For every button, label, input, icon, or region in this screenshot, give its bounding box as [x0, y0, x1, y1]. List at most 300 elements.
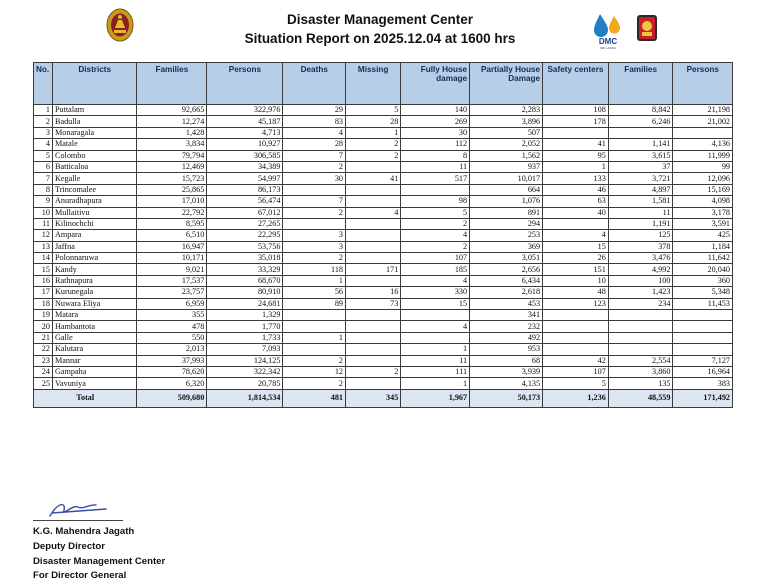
table-cell — [543, 332, 609, 343]
table-row — [34, 127, 733, 138]
table-cell: 123 — [543, 298, 609, 309]
table-cell: 100 — [608, 275, 673, 286]
table-cell: 1 — [543, 161, 609, 172]
table-cell: 6,320 — [137, 378, 207, 389]
total-cell: 345 — [346, 389, 401, 407]
district-name: Hambantota — [52, 321, 136, 332]
table-cell: 10 — [543, 275, 609, 286]
table-cell: 1,423 — [608, 287, 673, 298]
table-cell: 6,246 — [608, 116, 673, 127]
table-cell: 2,618 — [470, 287, 543, 298]
table-cell: 1 — [346, 127, 401, 138]
table-cell: 4 — [543, 230, 609, 241]
table-cell: 16,947 — [137, 241, 207, 252]
table-cell: 12,469 — [137, 161, 207, 172]
table-row — [34, 332, 733, 343]
table-cell: 4,098 — [673, 196, 733, 207]
table-cell: 2,052 — [470, 139, 543, 150]
table-cell: 1,329 — [207, 310, 283, 321]
district-name: Kalutara — [52, 344, 136, 355]
table-cell: 2 — [283, 161, 346, 172]
table-cell: 8 — [401, 150, 470, 161]
table-cell: 4 — [401, 230, 470, 241]
signer-name: K.G. Mahendra Jagath — [33, 526, 135, 537]
table-cell: 9,021 — [137, 264, 207, 275]
table-cell: 1,562 — [470, 150, 543, 161]
total-row — [34, 389, 733, 407]
table-cell: 3,051 — [470, 253, 543, 264]
district-name: Galle — [52, 332, 136, 343]
table-cell: 45,187 — [207, 116, 283, 127]
total-cell: 509,680 — [137, 389, 207, 407]
table-cell: 68 — [470, 355, 543, 366]
table-cell — [346, 275, 401, 286]
table-row — [34, 196, 733, 207]
table-cell — [608, 332, 673, 343]
table-cell — [673, 310, 733, 321]
district-name: Matale — [52, 139, 136, 150]
table-cell: 306,585 — [207, 150, 283, 161]
table-cell — [346, 161, 401, 172]
table-cell: 23,757 — [137, 287, 207, 298]
table-cell: 95 — [543, 150, 609, 161]
table-cell: 33,329 — [207, 264, 283, 275]
table-cell: 1,184 — [673, 241, 733, 252]
table-cell: 3,178 — [673, 207, 733, 218]
sri-lanka-emblem-icon — [106, 8, 134, 42]
table-cell: 4,897 — [608, 184, 673, 195]
table-cell: 2 — [283, 355, 346, 366]
district-name: Jaffna — [52, 241, 136, 252]
table-cell: 125 — [608, 230, 673, 241]
row-number: 17 — [34, 287, 53, 298]
table-row — [34, 105, 733, 116]
table-cell: 7,127 — [673, 355, 733, 366]
row-number: 18 — [34, 298, 53, 309]
table-cell: 507 — [470, 127, 543, 138]
table-cell: 5,348 — [673, 287, 733, 298]
table-cell: 30 — [283, 173, 346, 184]
district-name: Gampaha — [52, 366, 136, 377]
table-cell: 2 — [346, 366, 401, 377]
table-cell: 8,595 — [137, 218, 207, 229]
table-cell: 30 — [401, 127, 470, 138]
row-number: 5 — [34, 150, 53, 161]
table-cell: 21,198 — [673, 105, 733, 116]
table-cell: 891 — [470, 207, 543, 218]
table-cell: 360 — [673, 275, 733, 286]
table-cell: 16 — [346, 287, 401, 298]
total-cell: 1,967 — [401, 389, 470, 407]
district-name: Colombo — [52, 150, 136, 161]
table-cell: 27,265 — [207, 218, 283, 229]
row-number: 20 — [34, 321, 53, 332]
signer-on-behalf: For Director General — [33, 570, 127, 581]
table-cell: 78,620 — [137, 366, 207, 377]
table-cell — [346, 230, 401, 241]
table-cell: 2,554 — [608, 355, 673, 366]
table-cell — [346, 184, 401, 195]
table-cell: 1,428 — [137, 127, 207, 138]
row-number: 12 — [34, 230, 53, 241]
table-cell: 118 — [283, 264, 346, 275]
table-cell: 3,591 — [673, 218, 733, 229]
table-cell: 98 — [401, 196, 470, 207]
table-cell: 294 — [470, 218, 543, 229]
table-cell: 1,191 — [608, 218, 673, 229]
table-cell: 135 — [608, 378, 673, 389]
table-cell: 111 — [401, 366, 470, 377]
column-header: Deaths — [283, 63, 346, 105]
table-cell: 3 — [283, 241, 346, 252]
table-cell: 330 — [401, 287, 470, 298]
table-row — [34, 230, 733, 241]
table-cell: 8,842 — [608, 105, 673, 116]
table-cell: 53,756 — [207, 241, 283, 252]
report-subtitle: Situation Report on 2025.12.04 at 1600 hrs — [244, 31, 516, 46]
table-cell: 48 — [543, 287, 609, 298]
table-cell: 5 — [346, 105, 401, 116]
table-cell: 20,785 — [207, 378, 283, 389]
table-row — [34, 218, 733, 229]
table-row — [34, 321, 733, 332]
table-cell: 953 — [470, 344, 543, 355]
row-number: 19 — [34, 310, 53, 321]
table-cell — [401, 184, 470, 195]
table-cell: 63 — [543, 196, 609, 207]
table-cell: 37 — [608, 161, 673, 172]
table-cell: 478 — [137, 321, 207, 332]
table-cell: 234 — [608, 298, 673, 309]
row-number: 8 — [34, 184, 53, 195]
row-number: 23 — [34, 355, 53, 366]
table-cell: 4,136 — [673, 139, 733, 150]
table-cell: 133 — [543, 173, 609, 184]
table-cell — [283, 344, 346, 355]
table-cell — [346, 344, 401, 355]
column-header: No. — [34, 63, 53, 105]
table-cell: 40 — [543, 207, 609, 218]
table-cell: 232 — [470, 321, 543, 332]
table-cell: 341 — [470, 310, 543, 321]
table-cell: 12,096 — [673, 173, 733, 184]
signature-icon — [44, 498, 114, 520]
row-number: 13 — [34, 241, 53, 252]
district-name: Matara — [52, 310, 136, 321]
table-cell: 2 — [346, 139, 401, 150]
row-number: 22 — [34, 344, 53, 355]
table-row — [34, 298, 733, 309]
table-cell: 3,615 — [608, 150, 673, 161]
table-cell: 3,896 — [470, 116, 543, 127]
table-cell: 1 — [401, 378, 470, 389]
row-number: 11 — [34, 218, 53, 229]
column-header: Safety centers — [543, 63, 609, 105]
total-label: Total — [34, 389, 137, 407]
row-number: 25 — [34, 378, 53, 389]
page-title: Disaster Management Center — [286, 12, 474, 27]
table-cell: 3,476 — [608, 253, 673, 264]
table-cell: 86,173 — [207, 184, 283, 195]
table-cell: 4,713 — [207, 127, 283, 138]
table-cell: 6,434 — [470, 275, 543, 286]
column-header: Families — [608, 63, 673, 105]
table-cell: 37,993 — [137, 355, 207, 366]
table-cell: 12 — [283, 366, 346, 377]
table-cell: 11 — [608, 207, 673, 218]
signature-line — [33, 520, 123, 521]
table-row — [34, 173, 733, 184]
table-cell: 1,076 — [470, 196, 543, 207]
total-cell: 171,492 — [673, 389, 733, 407]
table-cell: 28 — [283, 139, 346, 150]
table-cell: 453 — [470, 298, 543, 309]
table-cell: 99 — [673, 161, 733, 172]
table-cell: 11 — [401, 161, 470, 172]
table-cell: 11,453 — [673, 298, 733, 309]
table-cell: 369 — [470, 241, 543, 252]
table-cell: 17,010 — [137, 196, 207, 207]
signer-organization: Disaster Management Center — [33, 556, 166, 567]
table-cell: 25,865 — [137, 184, 207, 195]
table-cell: 425 — [673, 230, 733, 241]
table-cell — [543, 321, 609, 332]
table-cell: 7 — [283, 196, 346, 207]
table-cell: 355 — [137, 310, 207, 321]
district-name: Puttalam — [52, 105, 136, 116]
table-cell: 253 — [470, 230, 543, 241]
table-cell: 2 — [283, 378, 346, 389]
table-cell — [673, 127, 733, 138]
table-cell: 28 — [346, 116, 401, 127]
table-cell — [673, 344, 733, 355]
table-cell: 5 — [401, 207, 470, 218]
table-cell: 4 — [283, 127, 346, 138]
table-cell — [346, 355, 401, 366]
table-cell: 67,012 — [207, 207, 283, 218]
table-row — [34, 253, 733, 264]
column-header: Families — [137, 63, 207, 105]
table-cell — [608, 127, 673, 138]
table-cell: 7,093 — [207, 344, 283, 355]
table-cell: 171 — [346, 264, 401, 275]
table-cell: 34,389 — [207, 161, 283, 172]
district-name: Rathnapura — [52, 275, 136, 286]
district-name: Mannar — [52, 355, 136, 366]
table-cell: 4 — [346, 207, 401, 218]
table-cell — [283, 321, 346, 332]
table-cell — [543, 127, 609, 138]
district-name: Kandy — [52, 264, 136, 275]
table-cell: 79,794 — [137, 150, 207, 161]
total-cell: 1,814,534 — [207, 389, 283, 407]
situation-report-table — [33, 62, 733, 408]
emergency-services-logo-icon — [636, 14, 658, 42]
table-cell: 185 — [401, 264, 470, 275]
table-cell — [608, 310, 673, 321]
dmc-logo-subtext: SRI LANKA — [600, 46, 616, 50]
row-number: 2 — [34, 116, 53, 127]
table-cell — [673, 321, 733, 332]
row-number: 24 — [34, 366, 53, 377]
table-cell: 6,959 — [137, 298, 207, 309]
district-name: Badulla — [52, 116, 136, 127]
table-cell: 2 — [346, 150, 401, 161]
table-cell — [346, 241, 401, 252]
table-cell: 73 — [346, 298, 401, 309]
table-cell: 937 — [470, 161, 543, 172]
table-row — [34, 150, 733, 161]
table-cell: 89 — [283, 298, 346, 309]
table-cell — [608, 344, 673, 355]
table-cell: 12,274 — [137, 116, 207, 127]
table-cell: 1 — [283, 332, 346, 343]
column-header: Persons — [207, 63, 283, 105]
table-cell: 550 — [137, 332, 207, 343]
table-cell: 4 — [401, 275, 470, 286]
column-header: Partially House Damage — [470, 63, 543, 105]
table-cell: 1,141 — [608, 139, 673, 150]
signer-title: Deputy Director — [33, 541, 105, 552]
total-cell: 48,559 — [608, 389, 673, 407]
column-header: Districts — [52, 63, 136, 105]
table-cell: 26 — [543, 253, 609, 264]
table-cell — [346, 310, 401, 321]
table-row — [34, 378, 733, 389]
table-cell: 383 — [673, 378, 733, 389]
table-cell: 4,135 — [470, 378, 543, 389]
table-cell: 10,017 — [470, 173, 543, 184]
table-row — [34, 161, 733, 172]
table-cell: 2 — [283, 253, 346, 264]
table-cell: 2 — [401, 241, 470, 252]
table-row — [34, 241, 733, 252]
row-number: 1 — [34, 105, 53, 116]
district-name: Polonnaruwa — [52, 253, 136, 264]
table-cell: 10,927 — [207, 139, 283, 150]
table-row — [34, 310, 733, 321]
table-cell: 15 — [401, 298, 470, 309]
table-cell: 378 — [608, 241, 673, 252]
table-cell: 20,040 — [673, 264, 733, 275]
district-name: Monaragala — [52, 127, 136, 138]
table-cell: 15,723 — [137, 173, 207, 184]
table-cell — [543, 218, 609, 229]
table-cell — [543, 344, 609, 355]
row-number: 10 — [34, 207, 53, 218]
dmc-logo-icon — [590, 10, 626, 50]
table-cell: 3,721 — [608, 173, 673, 184]
table-cell: 664 — [470, 184, 543, 195]
table-cell: 5 — [543, 378, 609, 389]
table-cell: 124,125 — [207, 355, 283, 366]
table-cell — [608, 321, 673, 332]
table-cell — [283, 184, 346, 195]
table-cell: 107 — [401, 253, 470, 264]
total-cell: 481 — [283, 389, 346, 407]
table-cell — [673, 332, 733, 343]
dmc-logo-text: DMC — [598, 37, 618, 46]
table-cell: 42 — [543, 355, 609, 366]
table-cell — [346, 321, 401, 332]
table-cell: 4,992 — [608, 264, 673, 275]
district-name: Nuwara Eliya — [52, 298, 136, 309]
row-number: 21 — [34, 332, 53, 343]
table-cell: 112 — [401, 139, 470, 150]
table-cell: 46 — [543, 184, 609, 195]
table-cell: 2,656 — [470, 264, 543, 275]
table-row — [34, 184, 733, 195]
table-cell: 4 — [401, 321, 470, 332]
table-cell: 2,013 — [137, 344, 207, 355]
table-row — [34, 207, 733, 218]
table-cell: 178 — [543, 116, 609, 127]
table-cell: 322,342 — [207, 366, 283, 377]
table-cell — [401, 310, 470, 321]
table-cell: 2,283 — [470, 105, 543, 116]
table-cell: 21,002 — [673, 116, 733, 127]
column-header: Fully House damage — [401, 63, 470, 105]
table-cell: 322,976 — [207, 105, 283, 116]
table-cell — [346, 378, 401, 389]
table-cell: 517 — [401, 173, 470, 184]
table-cell: 269 — [401, 116, 470, 127]
table-cell: 29 — [283, 105, 346, 116]
row-number: 14 — [34, 253, 53, 264]
table-row — [34, 366, 733, 377]
table-cell: 35,018 — [207, 253, 283, 264]
table-header-row — [34, 63, 733, 105]
table-cell — [346, 218, 401, 229]
table-cell: 140 — [401, 105, 470, 116]
table-cell: 6,510 — [137, 230, 207, 241]
row-number: 6 — [34, 161, 53, 172]
district-name: Kegalle — [52, 173, 136, 184]
table-cell: 80,910 — [207, 287, 283, 298]
table-cell — [543, 310, 609, 321]
table-cell: 41 — [543, 139, 609, 150]
district-name: Mullaitivu — [52, 207, 136, 218]
table-cell — [283, 218, 346, 229]
table-cell: 3,834 — [137, 139, 207, 150]
total-cell: 50,173 — [470, 389, 543, 407]
table-cell: 16,964 — [673, 366, 733, 377]
table-cell: 3 — [283, 230, 346, 241]
table-cell — [401, 332, 470, 343]
table-cell: 24,681 — [207, 298, 283, 309]
table-cell: 108 — [543, 105, 609, 116]
district-name: Ampara — [52, 230, 136, 241]
table-cell: 11,999 — [673, 150, 733, 161]
table-cell: 17,537 — [137, 275, 207, 286]
table-cell: 56 — [283, 287, 346, 298]
table-row — [34, 139, 733, 150]
table-cell: 56,474 — [207, 196, 283, 207]
table-cell: 11 — [401, 355, 470, 366]
row-number: 15 — [34, 264, 53, 275]
table-row — [34, 287, 733, 298]
table-cell: 3,939 — [470, 366, 543, 377]
table-cell: 15 — [543, 241, 609, 252]
total-cell: 1,236 — [543, 389, 609, 407]
table-cell: 11,642 — [673, 253, 733, 264]
district-name: Kilinochchi — [52, 218, 136, 229]
row-number: 3 — [34, 127, 53, 138]
column-header: Missing — [346, 63, 401, 105]
district-name: Trincomalee — [52, 184, 136, 195]
table-cell: 2 — [283, 207, 346, 218]
table-cell: 2 — [401, 218, 470, 229]
